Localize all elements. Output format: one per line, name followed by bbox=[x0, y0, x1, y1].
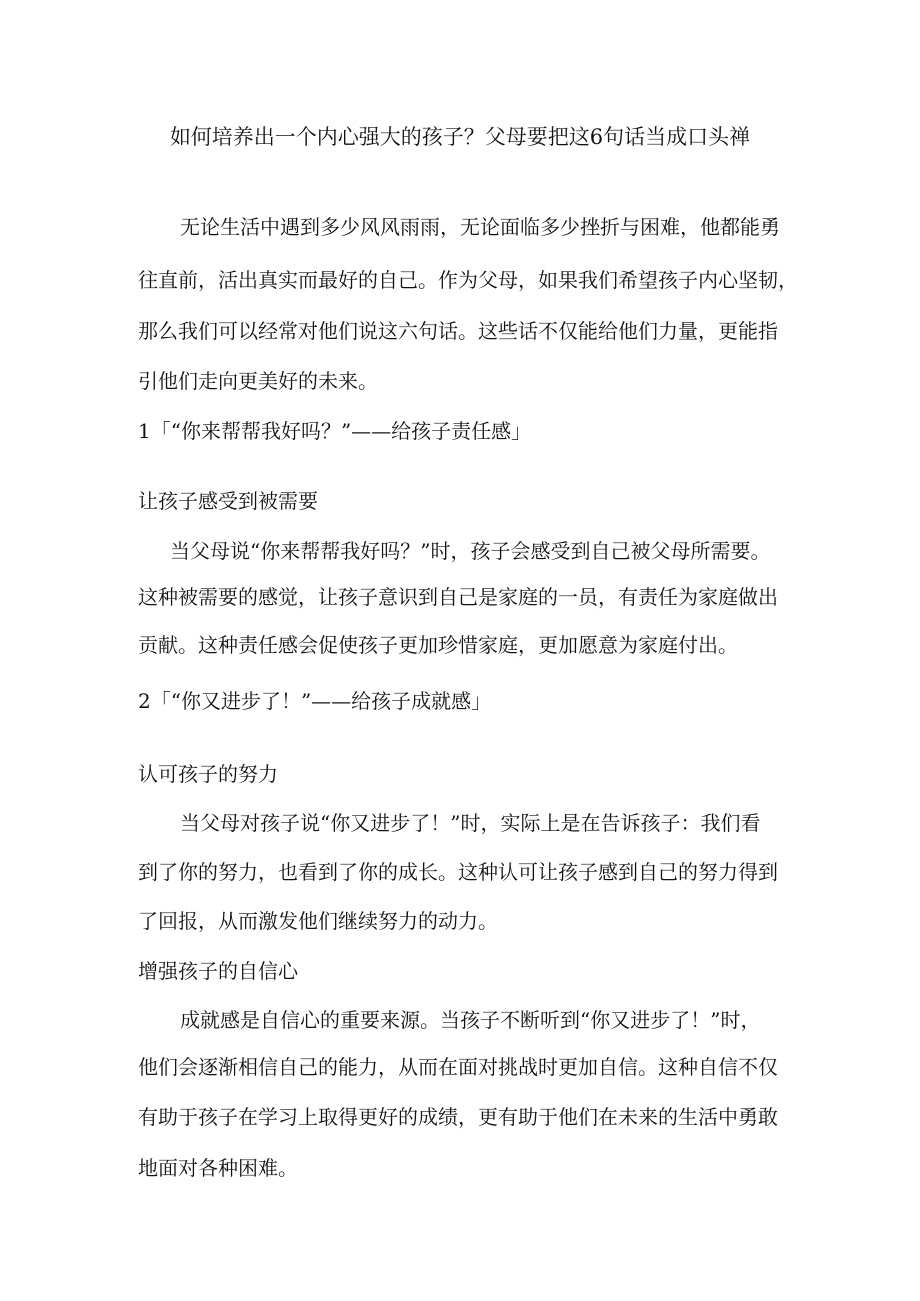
intro-line-1: 无论生活中遇到多少风风雨雨，无论面临多少挫折与困难，他都能勇 bbox=[180, 215, 780, 239]
section-2-paragraph-2-line-3: 有助于孩子在学习上取得更好的成绩，更有助于他们在未来的生活中勇敢 bbox=[138, 1105, 778, 1129]
section-2-subheading-2: 增强孩子的自信心 bbox=[138, 959, 298, 983]
document-title: 如何培养出一个内心强大的孩子？父母要把这6句话当成口头禅 bbox=[169, 125, 751, 149]
section-1-heading: 1「“你来帮帮我好吗？”——给孩子责任感」 bbox=[138, 419, 532, 443]
section-2-paragraph-2-line-4: 地面对各种困难。 bbox=[138, 1156, 298, 1180]
intro-line-3: 那么我们可以经常对他们说这六句话。这些话不仅能给他们力量，更能指 bbox=[138, 319, 778, 343]
intro-line-4: 引他们走向更美好的未来。 bbox=[138, 369, 378, 393]
section-1-paragraph-line-1: 当父母说“你来帮帮我好吗？”时，孩子会感受到自己被父母所需要。 bbox=[170, 539, 771, 563]
section-2-paragraph-2-line-1: 成就感是自信心的重要来源。当孩子不断听到“你又进步了！”时， bbox=[180, 1008, 761, 1032]
section-2-paragraph-1-line-3: 了回报，从而激发他们继续努力的动力。 bbox=[138, 909, 498, 933]
section-1-subheading: 让孩子感受到被需要 bbox=[138, 489, 318, 513]
section-2-paragraph-1-line-2: 到了你的努力，也看到了你的成长。这种认可让孩子感到自己的努力得到 bbox=[138, 860, 778, 884]
section-2-heading: 2「“你又进步了！”——给孩子成就感」 bbox=[138, 689, 492, 713]
section-1-paragraph-line-3: 贡献。这种责任感会促使孩子更加珍惜家庭，更加愿意为家庭付出。 bbox=[138, 633, 738, 657]
section-2-paragraph-2-line-2: 他们会逐渐相信自己的能力，从而在面对挑战时更加自信。这种自信不仅 bbox=[138, 1055, 778, 1079]
section-1-paragraph-line-2: 这种被需要的感觉，让孩子意识到自己是家庭的一员，有责任为家庭做出 bbox=[138, 585, 778, 609]
intro-line-2: 往直前，活出真实而最好的自己。作为父母，如果我们希望孩子内心坚韧， bbox=[138, 268, 798, 292]
section-2-paragraph-1-line-1: 当父母对孩子说“你又进步了！”时，实际上是在告诉孩子：我们看 bbox=[180, 811, 761, 835]
section-2-subheading-1: 认可孩子的努力 bbox=[138, 762, 278, 786]
